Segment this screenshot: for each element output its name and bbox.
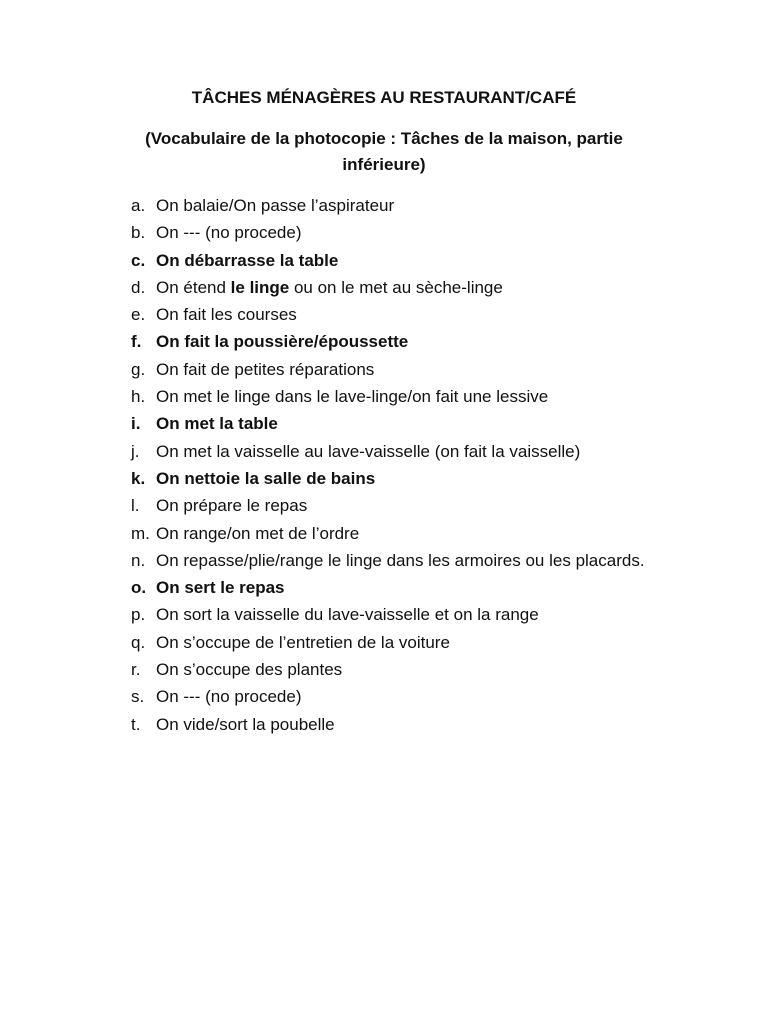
list-item-r (131, 656, 658, 683)
list-item-text: On sort la vaisselle du lave-vaisselle et on la range (156, 605, 539, 625)
list-marker: c. (131, 250, 146, 270)
list-item-p (131, 601, 658, 628)
list-item-e (131, 301, 658, 328)
list-marker: k. (131, 468, 146, 488)
list-item-text: On s’occupe de l’entretien de la voiture (156, 632, 450, 652)
list-item-b (131, 219, 658, 246)
list-marker: s. (131, 687, 145, 707)
list-marker: r. (131, 660, 141, 680)
list-marker: n. (131, 550, 146, 570)
list-marker: h. (131, 387, 146, 407)
list-marker: f. (131, 332, 142, 352)
list-item-o (131, 574, 658, 601)
list-item-c (131, 247, 658, 274)
list-item-i (131, 410, 658, 437)
list-item-text (156, 274, 658, 301)
list-marker: l. (131, 496, 140, 516)
list-marker: d. (131, 277, 146, 297)
list-item-h (131, 383, 658, 410)
list-item-text: On range/on met de l’ordre (156, 523, 360, 543)
list-marker: e. (131, 305, 146, 325)
list-marker: i. (131, 414, 141, 434)
list-item-text: On fait la poussière/époussette (156, 332, 409, 352)
list-item-a (131, 192, 658, 219)
list-item-text: On vide/sort la poubelle (156, 714, 335, 734)
list-marker: b. (131, 223, 146, 243)
list-marker: t. (131, 714, 141, 734)
list-item-text: On s’occupe des plantes (156, 660, 343, 680)
list-item-q (131, 629, 658, 656)
list-item-g (131, 356, 658, 383)
list-item-text: On débarrasse la table (156, 250, 339, 270)
list-item-text: On balaie/On passe l’aspirateur (156, 196, 395, 215)
list-item-text-before: On étend (156, 277, 231, 297)
page-title: TÂCHES MÉNAGÈRES AU RESTAURANT/CAFÉ (191, 88, 577, 107)
list-item-t (131, 711, 658, 738)
list-item-text: On --- (no procede) (156, 223, 302, 243)
list-marker: j. (131, 441, 140, 461)
list-item-text: On met la vaisselle au lave-vaisselle (on fait la vaisselle) (156, 441, 581, 461)
list-item-j (131, 438, 658, 465)
chores-list (131, 192, 658, 738)
list-marker: a. (131, 196, 146, 215)
list-item-k (131, 465, 658, 492)
list-item-text-after: ou on le met au sèche-linge (289, 277, 503, 297)
list-item-text: On --- (no procede) (156, 687, 302, 707)
list-item-m (131, 520, 658, 547)
list-item-d (131, 274, 658, 301)
list-item-text-bold: le linge (230, 277, 290, 297)
list-item-l (131, 492, 658, 519)
list-item-text: On nettoie la salle de bains (156, 468, 376, 488)
list-item-text: On sert le repas (156, 578, 285, 598)
page-subtitle: (Vocabulaire de la photocopie : Tâches de la maison, partie inférieure) (145, 129, 623, 174)
list-item-text: On fait les courses (156, 305, 297, 325)
list-marker: o. (131, 578, 147, 598)
list-marker: q. (131, 632, 146, 652)
list-item-f (131, 328, 658, 355)
list-item-s (131, 683, 658, 710)
list-item-text: On met la table (156, 414, 278, 434)
list-item-n (131, 547, 658, 574)
list-marker: p. (131, 605, 146, 625)
list-item-text: On met le linge dans le lave-linge/on fait une lessive (156, 387, 549, 407)
list-marker: g. (131, 359, 146, 379)
list-marker: m. (131, 523, 150, 543)
list-item-text: On repasse/plie/range le linge dans les armoires ou les placards. (156, 550, 645, 570)
list-item-text: On fait de petites réparations (156, 359, 375, 379)
list-item-text: On prépare le repas (156, 496, 308, 516)
